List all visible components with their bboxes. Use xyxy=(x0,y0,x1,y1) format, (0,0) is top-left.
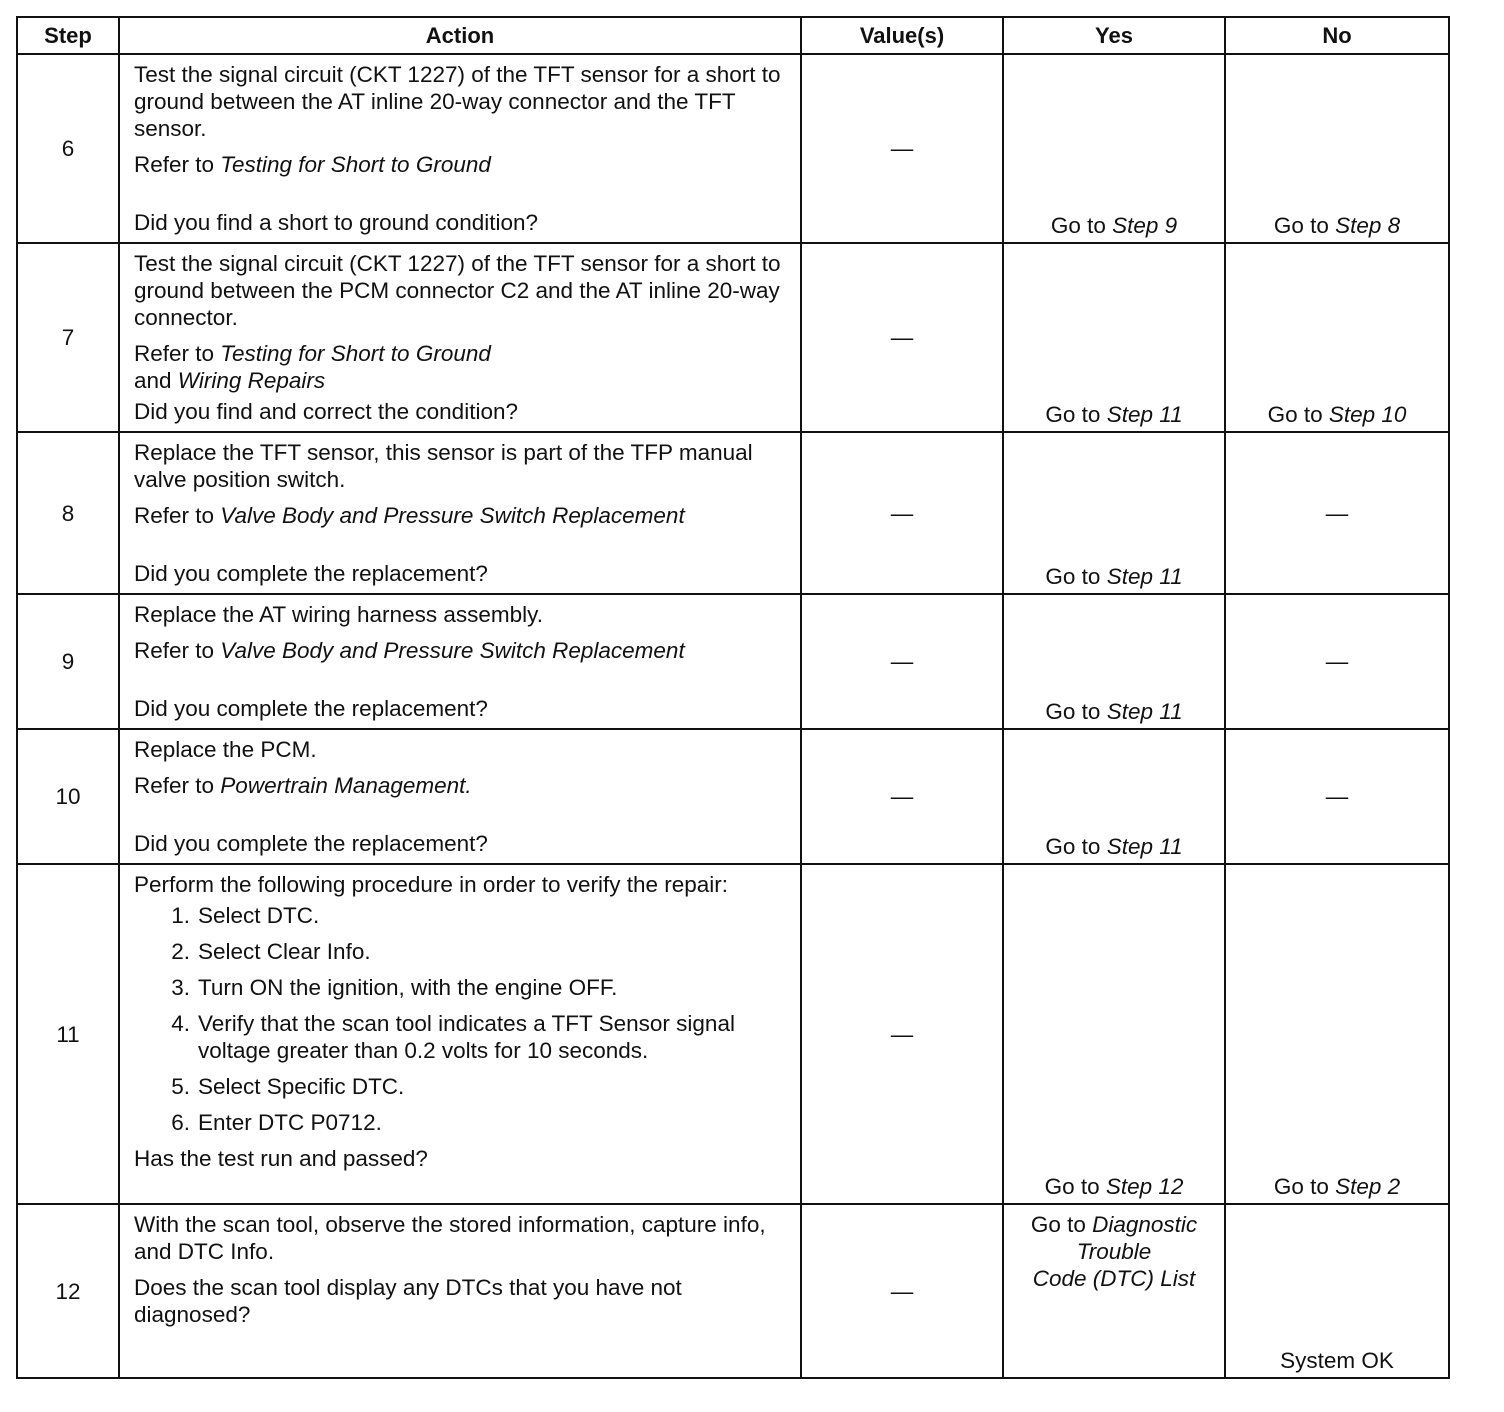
refer-link[interactable]: Valve Body and Pressure Switch Replacement xyxy=(220,503,685,528)
yes-cell xyxy=(1003,729,1225,864)
yes-answer[interactable] xyxy=(1004,563,1224,590)
refer-line xyxy=(134,502,788,529)
action-cell xyxy=(119,594,801,729)
refer-link[interactable]: Powertrain Management. xyxy=(220,773,472,798)
table-row-step-9 xyxy=(17,594,1449,729)
no-link[interactable]: Step 2 xyxy=(1335,1174,1401,1199)
refer-prefix: Refer to xyxy=(134,638,221,663)
no-answer[interactable]: System OK xyxy=(1280,1348,1394,1373)
value-cell: — xyxy=(801,243,1003,432)
procedure-step xyxy=(134,974,788,1001)
action-text: Replace the PCM. xyxy=(134,737,317,762)
no-answer[interactable] xyxy=(1226,401,1448,428)
diagnostic-table xyxy=(16,16,1450,1379)
no-cell xyxy=(1225,54,1449,243)
refer-link[interactable]: Testing for Short to Ground xyxy=(220,152,491,177)
question-text: Did you complete the replacement? xyxy=(134,696,488,721)
procedure-step xyxy=(134,1010,788,1064)
refer-line-2 xyxy=(134,367,788,394)
header-row xyxy=(17,17,1449,54)
no-prefix: Go to xyxy=(1273,213,1336,238)
yes-cell xyxy=(1003,1204,1225,1378)
value-cell: — xyxy=(801,1204,1003,1378)
table-row-step-7 xyxy=(17,243,1449,432)
yes-link[interactable]: Step 9 xyxy=(1112,213,1178,238)
action-cell xyxy=(119,1204,801,1378)
yes-cell xyxy=(1003,54,1225,243)
yes-link[interactable]: Step 11 xyxy=(1106,699,1183,724)
yes-link[interactable]: Diagnostic xyxy=(1092,1212,1198,1237)
value-cell: — xyxy=(801,54,1003,243)
no-cell: — xyxy=(1225,729,1449,864)
no-cell xyxy=(1225,243,1449,432)
yes-prefix: Go to xyxy=(1045,564,1107,589)
step-number: 7 xyxy=(17,243,119,432)
no-cell: — xyxy=(1225,594,1449,729)
header-values: Value(s) xyxy=(801,17,1003,54)
question-text: Did you find and correct the condition? xyxy=(134,399,518,424)
action-cell xyxy=(119,243,801,432)
question-text: Has the test run and passed? xyxy=(134,1146,428,1171)
action-text: With the scan tool, observe the stored information, capture info, and DTC Info. xyxy=(134,1212,766,1264)
table-row-step-10 xyxy=(17,729,1449,864)
procedure-step-text: Select DTC. xyxy=(198,903,320,928)
action-cell xyxy=(119,864,801,1204)
procedure-step-text: Select Clear Info. xyxy=(198,939,371,964)
yes-link[interactable]: Step 12 xyxy=(1105,1174,1184,1199)
yes-prefix: Go to xyxy=(1045,834,1107,859)
yes-prefix: Go to xyxy=(1050,213,1113,238)
procedure-step xyxy=(134,1109,788,1136)
question-text: Did you complete the replacement? xyxy=(134,831,488,856)
refer-prefix: Refer to xyxy=(134,152,221,177)
refer-and: and xyxy=(134,368,178,393)
no-cell: — xyxy=(1225,432,1449,594)
procedure-step-number: 2. xyxy=(171,939,190,964)
refer-prefix: Refer to xyxy=(134,341,221,366)
procedure-step xyxy=(134,1073,788,1100)
procedure-step xyxy=(134,938,788,965)
yes-link[interactable]: Step 11 xyxy=(1106,402,1183,427)
yes-link[interactable]: Trouble xyxy=(1076,1239,1152,1264)
yes-answer[interactable] xyxy=(1004,1173,1224,1200)
refer-line xyxy=(134,340,788,367)
no-cell xyxy=(1225,1204,1449,1378)
procedure-step-text: Turn ON the ignition, with the engine OFF. xyxy=(198,975,618,1000)
yes-answer[interactable] xyxy=(1004,401,1224,428)
refer-link-2[interactable]: Wiring Repairs xyxy=(177,368,326,393)
procedure-step-number: 4. xyxy=(171,1011,190,1036)
no-answer[interactable] xyxy=(1226,1173,1448,1200)
procedure-step-text: Verify that the scan tool indicates a TFT Sensor signal voltage greater than 0.2 volts for 10 seconds. xyxy=(198,1011,735,1063)
action-cell xyxy=(119,729,801,864)
no-link[interactable]: Step 10 xyxy=(1328,402,1407,427)
no-prefix: Go to xyxy=(1267,402,1329,427)
action-text: Test the signal circuit (CKT 1227) of the TFT sensor for a short to ground between the PCM connector C2 and the AT inline 20-way connector. xyxy=(134,251,781,330)
procedure-step-text: Enter DTC P0712. xyxy=(198,1110,382,1135)
yes-answer[interactable] xyxy=(1004,1205,1224,1292)
refer-line xyxy=(134,637,788,664)
step-number: 10 xyxy=(17,729,119,864)
action-text: Replace the AT wiring harness assembly. xyxy=(134,602,543,627)
yes-answer[interactable] xyxy=(1004,833,1224,860)
action-cell xyxy=(119,54,801,243)
question-text: Does the scan tool display any DTCs that you have not diagnosed? xyxy=(134,1275,682,1327)
procedure-step xyxy=(134,902,788,929)
yes-cell xyxy=(1003,243,1225,432)
question-text: Did you find a short to ground condition? xyxy=(134,210,539,235)
procedure-step-text: Select Specific DTC. xyxy=(198,1074,405,1099)
header-no: No xyxy=(1225,17,1449,54)
procedure-list xyxy=(134,902,788,1136)
procedure-step-number: 3. xyxy=(171,975,190,1000)
header-step: Step xyxy=(17,17,119,54)
no-answer[interactable] xyxy=(1226,212,1448,239)
procedure-step-number: 5. xyxy=(171,1074,190,1099)
yes-answer[interactable] xyxy=(1004,698,1224,725)
yes-link[interactable]: Step 11 xyxy=(1106,564,1183,589)
yes-cell xyxy=(1003,864,1225,1204)
procedure-step-number: 6. xyxy=(171,1110,190,1135)
yes-link[interactable]: Step 11 xyxy=(1106,834,1183,859)
value-cell: — xyxy=(801,432,1003,594)
yes-cell xyxy=(1003,594,1225,729)
table-row-step-11 xyxy=(17,864,1449,1204)
yes-prefix: Go to xyxy=(1045,699,1107,724)
action-text: Replace the TFT sensor, this sensor is part of the TFP manual valve position switch. xyxy=(134,440,753,492)
yes-prefix: Go to xyxy=(1045,402,1107,427)
step-number: 8 xyxy=(17,432,119,594)
refer-link[interactable]: Valve Body and Pressure Switch Replacement xyxy=(220,638,685,663)
step-number: 6 xyxy=(17,54,119,243)
yes-cell xyxy=(1003,432,1225,594)
table-row-step-12 xyxy=(17,1204,1449,1378)
step-number: 11 xyxy=(17,864,119,1204)
value-cell: — xyxy=(801,864,1003,1204)
action-text: Test the signal circuit (CKT 1227) of the TFT sensor for a short to ground between the AT inline 20-way connector and the TFT sensor. xyxy=(134,62,781,141)
procedure-step-number: 1. xyxy=(171,903,190,928)
value-cell: — xyxy=(801,729,1003,864)
no-cell xyxy=(1225,864,1449,1204)
no-prefix: Go to xyxy=(1273,1174,1336,1199)
action-text: Perform the following procedure in order to verify the repair: xyxy=(134,872,729,897)
refer-line xyxy=(134,151,788,178)
step-number: 12 xyxy=(17,1204,119,1378)
yes-answer[interactable] xyxy=(1004,212,1224,239)
question-text: Did you complete the replacement? xyxy=(134,561,488,586)
no-link[interactable]: Step 8 xyxy=(1335,213,1401,238)
refer-link[interactable]: Testing for Short to Ground xyxy=(220,341,491,366)
refer-line xyxy=(134,772,788,799)
yes-prefix: Go to xyxy=(1030,1212,1093,1237)
refer-prefix: Refer to xyxy=(134,773,221,798)
header-yes: Yes xyxy=(1003,17,1225,54)
table-row-step-6 xyxy=(17,54,1449,243)
table-row-step-8 xyxy=(17,432,1449,594)
yes-prefix: Go to xyxy=(1044,1174,1106,1199)
yes-link[interactable]: Code (DTC) List xyxy=(1032,1266,1196,1291)
step-number: 9 xyxy=(17,594,119,729)
header-action: Action xyxy=(119,17,801,54)
refer-prefix: Refer to xyxy=(134,503,221,528)
value-cell: — xyxy=(801,594,1003,729)
action-cell xyxy=(119,432,801,594)
